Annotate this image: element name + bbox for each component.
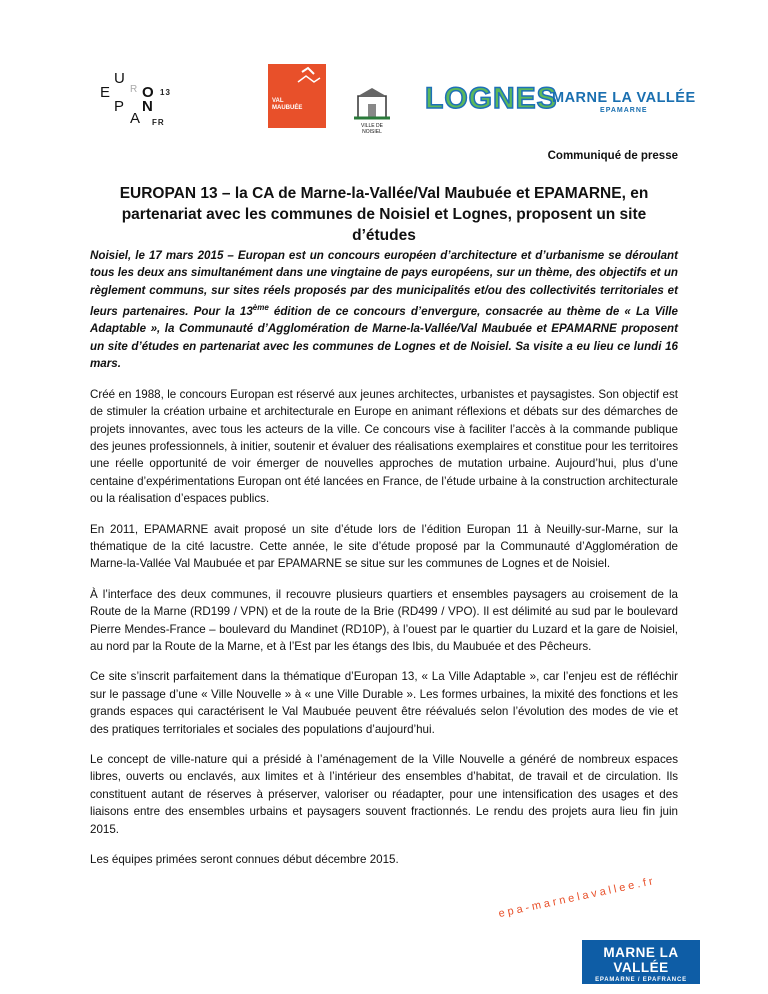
val-maubuee-line1: VAL (272, 98, 284, 104)
press-release-label: Communiqué de presse (547, 150, 678, 162)
title-line-2: partenariat avec les communes de Noisiel et Lognes, proposent un site d’études (121, 206, 647, 244)
website-url[interactable]: epa-marnelavallee.fr (497, 874, 657, 920)
marne-la-vallee-logo (552, 90, 696, 114)
footer-logo-title: MARNE LA VALLÉE (603, 945, 679, 975)
footer-logo-subtitle: EPAMARNE / EPAFRANCE (595, 977, 687, 983)
europan-letter: A (130, 110, 142, 127)
lead-superscript: ème (252, 303, 269, 313)
article-body (90, 247, 678, 881)
title-line-1: EUROPAN 13 – la CA de Marne-la-Vallée/Val Maubuée et EPAMARNE, en (119, 185, 649, 202)
noisiel-text: VILLE DE NOISIEL (361, 123, 383, 135)
marne-logo-title: MARNE LA VALLÉE (552, 90, 696, 106)
paragraph: À l’interface des deux communes, il recouvre plusieurs quartiers et ensembles paysagers au croisement de la Route de la Marne (RD199 / VPN) et de la route de la Brie (RD499 / VPO). Il est délimité au sud par le boulevard Pierre Mendes-France – boulevard du Mandinet (RD10P), à l’ouest par le quartier du Luzard et la gare de Noisiel, au nord par la Route de la Marne, et à l’Est par les étangs des Ibis, du Maubuée et des Pêcheurs. (90, 587, 678, 653)
europan-letter: N (142, 98, 154, 115)
paragraph: Le concept de ville-nature qui a présidé à l’aménagement de la Ville Nouvelle a généré de nombreux espaces libres, ouverts ou enclavés, aux limites et à l’intérieur des ensembles d’habitat, de travail et de circulation. Ils constituent autant de réserves à préserver, valoriser ou réadapter, pour une intensification des usages et des liaisons entre des ensembles urbains et paysagers souvent fractionnés. Le rendu des projets aura lieu fin juin 2015. (90, 753, 678, 836)
footer-brand (497, 874, 700, 988)
europan-number: 13 (160, 88, 171, 97)
val-maubuee-text (272, 98, 302, 112)
lead-paragraph (90, 247, 678, 373)
val-maubuee-logo (268, 64, 326, 128)
lead-text-2: édition de ce concours d’envergure, consacrée au thème de « La Ville Adaptable », la Communauté d’Agglomération de Marne-la-Vallée/Val Maubuée et EPAMARNE proposent un site d’études en partenariat avec les communes de Lognes et de Noisiel. Sa visite a eu lieu ce lundi 16 mars. (90, 305, 678, 371)
paragraph: Ce site s’inscrit parfaitement dans la thématique d’Europan 13, « La Ville Adaptable », car l’enjeu est de réfléchir sur le passage d’une « Ville Nouvelle » à « une Ville Durable ». Les formes urbaines, la mixité des fonctions et les grands espaces qui caractérisent le Val Maubuée peuvent être réévalués selon l’évolution des modes de vie et des pratiques territoriales et sociales des populations d’aujourd’hui. (90, 670, 678, 736)
val-maubuee-mark-icon (268, 64, 326, 94)
europan-letter: E (100, 84, 112, 101)
marne-logo-subtitle: EPAMARNE (600, 107, 648, 114)
val-maubuee-line2: MAUBUÉE (272, 105, 303, 111)
lognes-logo: LOGNES (425, 82, 558, 115)
europan-letter: O (142, 84, 155, 101)
noisiel-logo (354, 86, 390, 135)
noisiel-building-icon (354, 86, 390, 122)
europan-logo (100, 70, 170, 130)
europan-letter: P (114, 98, 126, 115)
europan-country: FR (152, 118, 165, 127)
footer-logo (582, 940, 700, 984)
logo-bar (0, 58, 768, 138)
europan-letter: R (130, 84, 139, 95)
paragraph: Créé en 1988, le concours Europan est réservé aux jeunes architectes, urbanistes et paysagistes. Son objectif est de stimuler la création urbaine et architecturale en Europe en animant réflexions et débats sur des démarches de projets innovantes, avec tous les acteurs de la ville. Ce concours vise à faciliter l’accès à la commande publique des jeunes professionnels, à initier, soutenir et évaluer des réalisations exemplaires et constitue pour les territoires une réelle opportunité de voir émerger de nouvelles approches de mutation urbaine. Aujourd’hui, plus d’une centaine d’expérimentations Europan ont été lancées en France, de l’étude urbaine à la construction architecturale ou la réalisation d’espaces publics. (90, 387, 678, 506)
paragraph: Les équipes primées seront connues début décembre 2015. (90, 853, 399, 867)
europan-letter: U (114, 70, 126, 87)
paragraph: En 2011, EPAMARNE avait proposé un site d’étude lors de l’édition Europan 11 à Neuilly-sur-Marne, sur la thématique de la cité lacustre. Cette année, le site d’étude proposé par la Communauté d’Agglomération de Marne-la-Vallée Val Maubuée et par EPAMARNE se situe sur les communes de Lognes et de Noisiel. (90, 522, 678, 571)
page-title (90, 183, 678, 246)
lead-text-1: Noisiel, le 17 mars 2015 – Europan est un concours européen d’architecture et d’urbanisme se déroulant tous les deux ans simultanément dans une vingtaine de pays européens, sur un thème, des objectifs et un règlement communs, sur sites réels proposés par des municipalités et/ou des collectivités territoriales et leurs partenaires. Pour la 13 (90, 249, 678, 319)
